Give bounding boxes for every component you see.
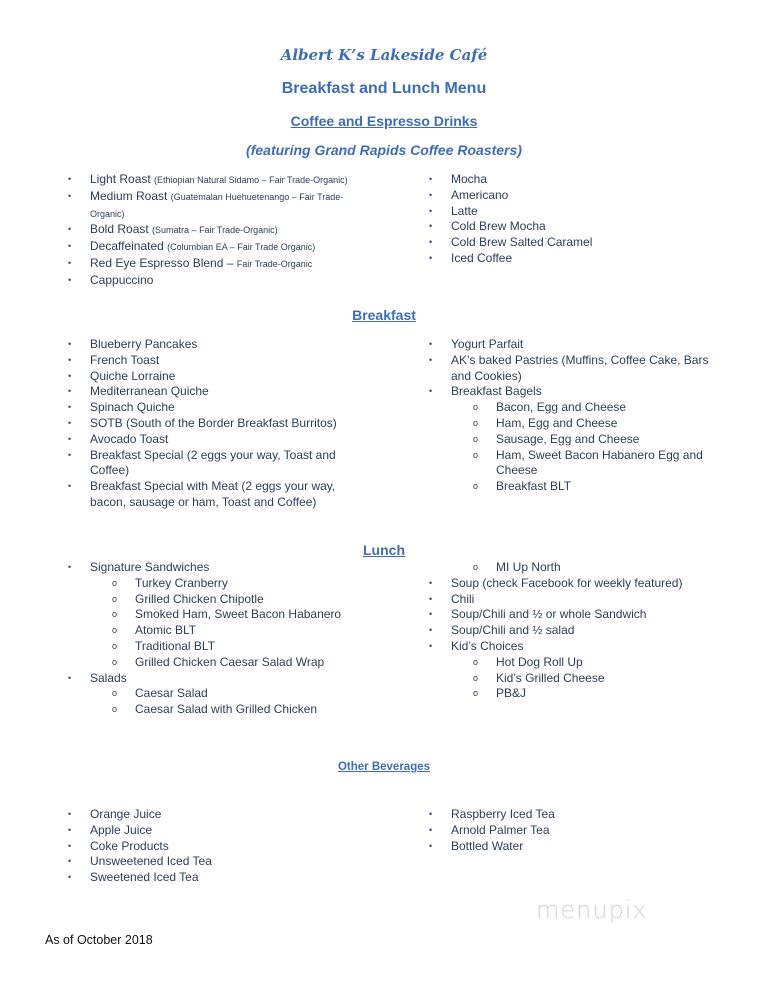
item-label: Kid’s Choices [451,638,524,653]
sub-item: o MI Up North [429,560,721,576]
sub-item: o PB&J [429,686,721,702]
lunch-right-list [429,560,721,702]
menu-item [429,623,721,639]
item-note: (Columbian EA – Fair Trade Organic) [167,242,316,253]
item-label: Spinach Quiche [90,400,175,415]
menu-item [68,337,358,353]
menu-item [68,239,353,256]
coffee-heading: Coffee and Espresso Drinks [290,113,478,129]
sub-item: o Atomic BLT [68,623,368,639]
menu-item [429,807,719,823]
menu-item [68,256,353,273]
item-label: Soup/Chili and ½ or whole Sandwich [451,607,647,622]
menu-title: Breakfast and Lunch Menu [281,80,487,97]
menu-item [68,823,358,839]
item-label: Salads [90,670,127,685]
menu-item [429,639,721,655]
menu-item [68,353,358,369]
menu-item [429,839,719,855]
item-label: Red Eye Espresso Blend – [90,255,237,270]
sub-item: o Ham, Sweet Bacon Habanero Egg and Cheese [429,448,721,480]
item-label: Breakfast Special with Meat (2 eggs your way, bacon, sausage or ham, Toast and Coffee) [90,479,336,509]
item-label: Orange Juice [90,807,162,821]
coffee-left-list [68,172,353,289]
menu-item [429,592,721,608]
item-note: (Sumatra – Fair Trade-Organic) [152,225,278,236]
sub-item: o Kid’s Grilled Cheese [429,671,721,687]
item-label: Raspberry Iced Tea [451,807,555,821]
menu-item [429,188,719,204]
sub-item: o Hot Dog Roll Up [429,655,721,671]
menu-item [68,432,358,448]
menu-item [68,854,358,870]
sub-item: o Ham, Egg and Cheese [429,416,721,432]
item-label: Cold Brew Mocha [451,219,546,234]
menu-item [68,384,358,400]
menupix-watermark: menupix [536,896,648,924]
menu-item [429,172,719,188]
coffee-right-list [429,172,719,267]
menu-item [429,823,719,839]
item-label: Bottled Water [451,838,524,853]
item-label: Arnold Palmer Tea [451,822,550,837]
item-label: Signature Sandwiches [90,560,210,574]
item-label: Cold Brew Salted Caramel [451,235,593,250]
item-label: Iced Coffee [451,250,513,265]
item-label: Breakfast Special (2 eggs your way, Toast and Coffee) [90,447,336,478]
menu-item [68,189,353,223]
item-label: Latte [451,203,478,218]
item-label: Chili [451,591,475,606]
menu-item [68,400,358,416]
item-label: Avocado Toast [90,431,169,446]
item-label: Medium Roast [90,188,171,203]
menu-item [68,448,358,480]
item-label: French Toast [90,352,160,367]
item-label: Americano [451,187,509,202]
item-label: AK’s baked Pastries (Muffins, Coffee Cake, Bars and Cookies) [451,352,709,383]
coffee-subheading: (featuring Grand Rapids Coffee Roasters) [246,142,522,158]
menu-item [68,479,358,511]
breakfast-right-list [429,337,721,495]
item-note: (Ethiopian Natural Sidamo – Fair Trade-Organic) [154,175,348,185]
menu-item [68,839,358,855]
menu-item [429,384,721,400]
menu-item [68,560,368,576]
menu-item [68,222,353,239]
menu-item [68,416,358,432]
item-label: Soup/Chili and ½ salad [451,623,575,638]
beverages-left-list [68,807,358,886]
menu-item [68,671,368,687]
menu-item [429,337,721,353]
item-label: Sweetened Iced Tea [90,870,199,885]
sub-item: o Caesar Salad with Grilled Chicken [68,702,368,718]
breakfast-left-list [68,337,358,511]
item-label: Soup (check Facebook for weekly featured) [451,575,683,590]
sub-item: o Grilled Chicken Chipotle [68,592,368,608]
footer-date: As of October 2018 [45,933,153,947]
menu-item [68,807,358,823]
item-label: Light Roast [90,172,155,186]
item-label: SOTB (South of the Border Breakfast Burritos) [90,415,337,430]
menu-item [68,273,353,289]
item-label: Coke Products [90,838,169,853]
beverages-heading: Other Beverages [337,761,431,773]
menu-item [68,870,358,886]
menu-item [429,353,721,385]
cafe-name: Albert K’s Lakeside Café [280,46,488,64]
menu-item [429,607,721,623]
sub-item: o Caesar Salad [68,686,368,702]
menu-item [429,235,719,251]
item-label: Decaffeinated [90,239,168,254]
item-label: Mediterranean Quiche [90,384,209,399]
lunch-heading: Lunch [363,542,405,558]
item-label: Blueberry Pancakes [90,337,198,351]
item-label: Breakfast Bagels [451,384,542,399]
item-note: (Guatemalan Huehuetenango – Fair Trade-Organic) [90,191,344,219]
item-label: Yogurt Parfait [451,337,524,351]
sub-item: o Bacon, Egg and Cheese [429,400,721,416]
menu-item [429,219,719,235]
item-label: Mocha [451,172,488,186]
item-label: Cappuccino [90,272,154,287]
sub-item: o Turkey Cranberry [68,576,368,592]
menu-item [429,204,719,220]
item-label: Apple Juice [90,822,153,837]
item-label: Unsweetened Iced Tea [90,854,212,869]
item-label: Bold Roast [90,222,153,237]
sub-item: o Traditional BLT [68,639,368,655]
lunch-left-list [68,560,368,718]
item-label: Quiche Lorraine [90,368,176,383]
menu-item [429,576,721,592]
sub-item: o Smoked Ham, Sweet Bacon Habanero [68,607,368,623]
beverages-right-list [429,807,719,854]
item-note: Fair Trade-Organic [236,258,313,269]
sub-item: o Grilled Chicken Caesar Salad Wrap [68,655,368,671]
menu-item [429,251,719,267]
breakfast-heading: Breakfast [352,307,416,323]
sub-item: o Breakfast BLT [429,479,721,495]
menu-item [68,369,358,385]
menu-item [68,172,353,189]
sub-item: o Sausage, Egg and Cheese [429,432,721,448]
